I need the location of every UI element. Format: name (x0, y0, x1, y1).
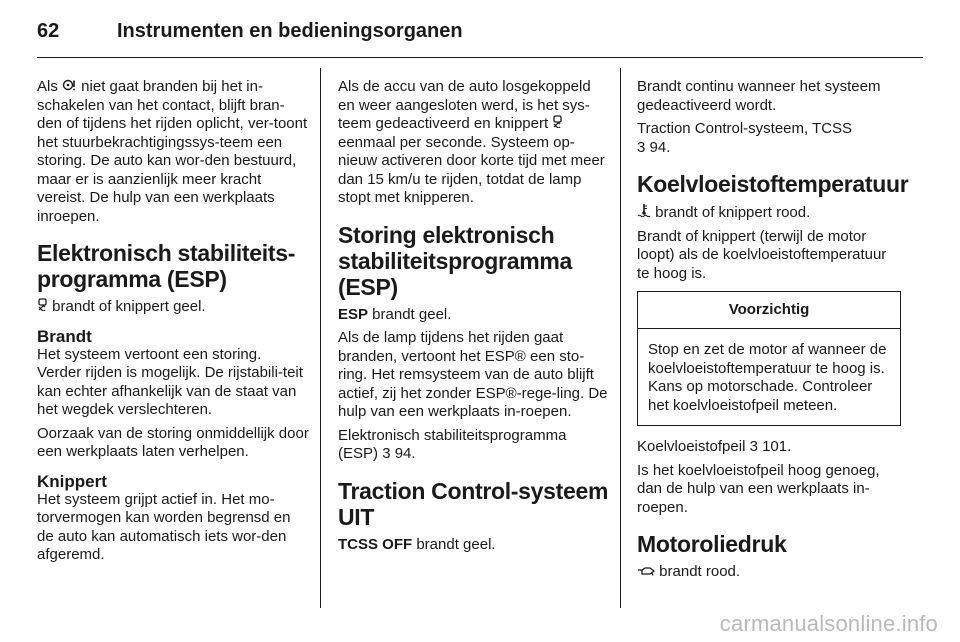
page-ref-arrow-icon: 3 (637, 138, 646, 156)
page-title: Instrumenten en bedieningsorganen (117, 20, 463, 42)
column-middle (338, 78, 610, 559)
page-number: 62 (37, 20, 60, 42)
coolant-level-reference: Koelvloeistofpeil 3 101. (637, 438, 792, 455)
header-divider (37, 57, 923, 58)
column-right (637, 78, 909, 587)
battery-reset-paragraph: Als de accu van de auto losgekoppeld en weer aangesloten werd, is het sys-teem gedeactiveerd en knippert eenmaal per seconde. Systeem op-nieuw activeren door korte tijd met meer dan 15 km/u te rijden, totdat de lamp stopt met knipperen. (338, 78, 605, 206)
watermark: carmanualsonline.info (719, 611, 938, 636)
brandt-paragraph-1: Het systeem vertoont een storing. Verder rijden is mogelijk. De rijstabili-teit kan echter afhankelijk van de staat van het wegdek verslechteren. (37, 345, 303, 418)
esp-status-line: brandt of knippert geel. (37, 298, 309, 317)
coolant-heading: Koelvloeistoftemperatuur (637, 171, 909, 197)
column-divider-left (320, 68, 321, 608)
knippert-paragraph: Het systeem grijpt actief in. Het mo-torvermogen kan worden begrensd en de auto kan automatisch iets wor-den afgeremd. (37, 490, 291, 563)
esp-fault-paragraph: Als de lamp tijdens het rijden gaat branden, vertoont het ESP® een sto-ring. Het remsysteem van de auto blijft actief, zij het zonder ESP®-rege-ling. De hulp van een werkplaats in-roepen. (338, 329, 608, 420)
oil-pressure-icon (637, 563, 655, 582)
tcs-reference: Traction Control-systeem, TCSS 3 94. (637, 120, 853, 156)
page-ref-arrow-icon: 3 (382, 445, 391, 462)
caution-title: Voorzichtig (638, 292, 900, 329)
column-left (37, 78, 309, 570)
page-header (37, 18, 923, 58)
tcss-label-line: TCSS OFF brandt geel. (338, 535, 496, 553)
coolant-status-line: brandt of knippert rood. (637, 203, 902, 223)
column-divider-right (620, 68, 621, 608)
knippert-heading: Knippert (37, 471, 107, 491)
caution-box (637, 291, 901, 426)
tcss-off-label: TCSS OFF (338, 535, 413, 553)
oil-pressure-heading: Motoroliedruk (637, 531, 787, 557)
brandt-paragraph-2: Oorzaak van de storing onmiddellijk door een werkplaats laten verhelpen. (37, 424, 309, 460)
coolant-level-paragraph: Is het koelvloeistofpeil hoog genoeg, dan de hulp van een werkplaats in-roepen. (637, 461, 880, 516)
oil-status-line: brandt rood. (637, 563, 902, 582)
tcs-off-heading: Traction Control-systeem UIT (338, 477, 609, 530)
caution-body: Stop en zet de motor af wanneer de koelvloeistoftemperatuur te hoog is. Kans op motorschade. Controleer het koelvloeistofpeil meteen. (648, 341, 887, 414)
esp-label: ESP (338, 305, 369, 323)
esp-heading: Elektronisch stabiliteits-programma (ESP) (37, 240, 296, 292)
esp-fault-heading: Storing elektronisch stabiliteitsprogramma (ESP) (338, 221, 572, 300)
esp-skid-icon (552, 115, 563, 134)
esp-label-line: ESP brandt geel. (338, 305, 452, 323)
power-steering-warning-icon (62, 78, 77, 97)
tcs-continuous-paragraph: Brandt continu wanneer het systeem gedeactiveerd wordt. (637, 78, 881, 114)
brandt-heading: Brandt (37, 326, 92, 346)
coolant-temperature-icon (637, 203, 651, 223)
page-ref-arrow-icon: 3 (749, 438, 758, 455)
esp-skid-icon (37, 298, 48, 317)
esp-reference: Elektronisch stabiliteitsprogramma (ESP) 3 94. (338, 426, 567, 462)
coolant-paragraph: Brandt of knippert (terwijl de motor loopt) als de koelvloeistoftemperatuur te hoog is. (637, 227, 887, 282)
power-steering-paragraph: Als niet gaat branden bij het in-schakelen van het contact, blijft bran-den of tijdens het rijden oplicht, ver-toont het stuurbekrachtigingssys-teem een storing. De auto kan wor-den bestuurd, maar er is aanzienlijk meer kracht vereist. De hulp van een werkplaats inroepen. (37, 78, 308, 225)
